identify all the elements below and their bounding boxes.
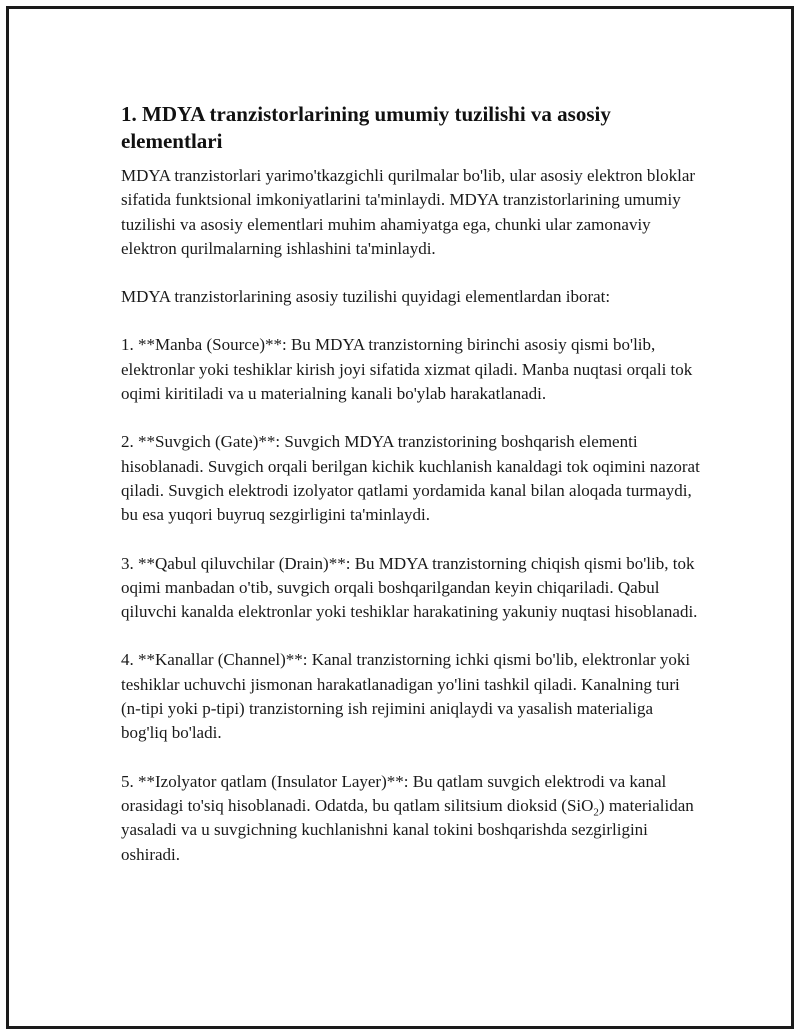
list-item-insulator [121, 770, 701, 867]
list-item-source: 1. **Manba (Source)**: Bu MDYA tranzistorning birinchi asosiy qismi bo'lib, elektronlar yoki teshiklar kirish joyi sifatida xizmat qiladi. Manba nuqtasi orqali tok oqimi kiritiladi va u materialning kanali bo'ylab harakatlanadi. [121, 335, 693, 404]
intro-paragraph: MDYA tranzistorlari yarimo'tkazgichli qurilmalar bo'lib, ular asosiy elektron bloklar sifatida funktsional imkoniyatlarini ta'minlaydi. MDYA tranzistorlarining umumiy tuzilishi va asosiy elementlari muhim ahamiyatga ega, chunki ular zamonaviy elektron qurilmalarning ishlashini ta'minlaydi. [121, 166, 696, 258]
lead-paragraph: MDYA tranzistorlarining asosiy tuzilishi quyidagi elementlardan iborat: [121, 287, 611, 307]
document-title: 1. MDYA tranzistorlarining umumiy tuzilishi va asosiy elementlari [121, 102, 611, 153]
list-item-drain: 3. **Qabul qiluvchilar (Drain)**: Bu MDYA tranzistorning chiqish qismi bo'lib, tok oqimi manbadan o'tib, suvgich orqali boshqarilgandan keyin chiqariladi. Qabul qiluvchi kanalda elektronlar yoki teshiklar harakatining yakuniy nuqtasi hisoblanadi. [121, 553, 698, 622]
document-body [121, 101, 701, 891]
chem-subscript: 2 [593, 806, 599, 819]
page-frame [6, 6, 794, 1029]
insulator-text-before: 5. **Izolyator qatlam (Insulator Layer)**: Bu qatlam suvgich elektrodi va kanal orasidagi to'siq hisoblanadi. Odatda, bu qatlam silitsium dioksid (SiO [121, 771, 667, 815]
list-item-gate: 2. **Suvgich (Gate)**: Suvgich MDYA tranzistorining boshqarish elementi hisoblanadi. Suvgich orqali berilgan kichik kuchlanish kanaldagi tok oqimini nazorat qiladi. Suvgich elektrodi izolyator qatlami yordamida kanal bilan aloqada turmaydi, bu esa yuqori buyruq sezgirligini ta'minlaydi. [121, 432, 700, 525]
insulator-text-after: ) materialidan yasaladi va u suvgichning kuchlanishni kanal tokini boshqarishda sezgirligini oshiradi. [121, 795, 694, 864]
list-item-channel: 4. **Kanallar (Channel)**: Kanal tranzistorning ichki qismi bo'lib, elektronlar yoki teshiklar uchuvchi jismonan harakatlanadigan yo'lini tashkil qiladi. Kanalning turi (n-tipi yoki p-tipi) tranzistorning ish rejimini aniqlaydi va yasalish materialiga bog'liq bo'ladi. [121, 650, 691, 743]
